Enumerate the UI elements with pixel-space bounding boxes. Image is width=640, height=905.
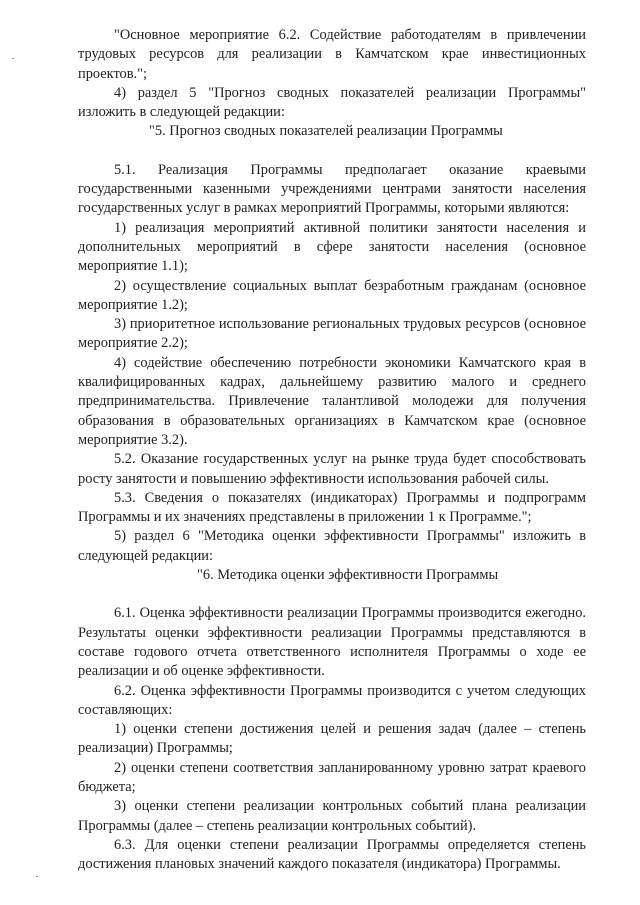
paragraph-6-3: 6.3. Для оценки степени реализации Программы определяется степень достижения плановых значений каждого показателя (индикатора) Программы.	[78, 836, 586, 873]
paragraph-6-1: 6.1. Оценка эффективности реализации Программы производится ежегодно. Результаты оценки эффективности реализации Программы представляются в составе годового отчета ответственного исполнителя Программы о ходе ее реализации и об оценке эффективности.	[78, 605, 586, 680]
paragraph-item-5-section-6: 5) раздел 6 "Методика оценки эффективности Программы" изложить в следующей редакции:	[78, 528, 586, 564]
spacer	[78, 585, 586, 604]
paragraph-item-4-section-5: 4) раздел 5 "Прогноз сводных показателей реализации Программы" изложить в следующей редакции:	[78, 84, 586, 121]
paragraph-5-1: 5.1. Реализация Программы предполагает оказание краевыми государственными казенными учреждениями центрами занятости населения государственных услуг в рамках мероприятий Программы, которыми являются:	[78, 161, 586, 217]
scan-speck	[36, 876, 38, 877]
spacer	[78, 142, 586, 161]
heading-section-6: "6. Методика оценки эффективности Программы	[197, 567, 499, 584]
paragraph-5-2: 5.2. Оказание государственных услуг на рынке труда будет способствовать росту занятости и повышению эффективности использования рабочей силы.	[78, 451, 586, 487]
list-item-6-2-3: 3) оценки степени реализации контрольных событий плана реализации Программы (далее – степень реализации контрольных событий).	[78, 798, 586, 834]
list-item-5-1-4: 4) содействие обеспечению потребности экономики Камчатского края в квалифицированных кадрах, дальнейшему развитию малого и среднего предпринимательства. Привлечение талантливой молодежи для получения образования в образовательных организациях в Камчатском крае (основное мероприятие 3.2).	[78, 354, 586, 448]
paragraph-main-activity-6-2: "Основное мероприятие 6.2. Содействие работодателям в привлечении трудовых ресурсов для реализации в Камчатском крае инвестиционных проектов.";	[78, 27, 586, 82]
heading-section-5: "5. Прогноз сводных показателей реализации Программы	[149, 123, 503, 140]
list-item-5-1-2: 2) осуществление социальных выплат безработным гражданам (основное мероприятие 1.2);	[78, 277, 586, 313]
list-item-6-2-2: 2) оценки степени соответствия запланированному уровню затрат краевого бюджета;	[78, 759, 586, 795]
paragraph-6-2: 6.2. Оценка эффективности Программы производится с учетом следующих составляющих:	[78, 682, 586, 718]
document-body	[78, 26, 586, 874]
paragraph-5-3: 5.3. Сведения о показателях (индикаторах) Программы и подпрограмм Программы и их значениях представлены в приложении 1 к Программе.";	[78, 489, 586, 526]
list-item-5-1-1: 1) реализация мероприятий активной политики занятости населения и дополнительных мероприятий в сфере занятости населения (основное мероприятие 1.1);	[78, 219, 586, 275]
scan-speck	[12, 58, 14, 59]
list-item-6-2-1: 1) оценки степени достижения целей и решения задач (далее – степень реализации) Программы;	[78, 721, 586, 757]
list-item-5-1-3: 3) приоритетное использование региональных трудовых ресурсов (основное мероприятие 2.2);	[78, 316, 586, 352]
